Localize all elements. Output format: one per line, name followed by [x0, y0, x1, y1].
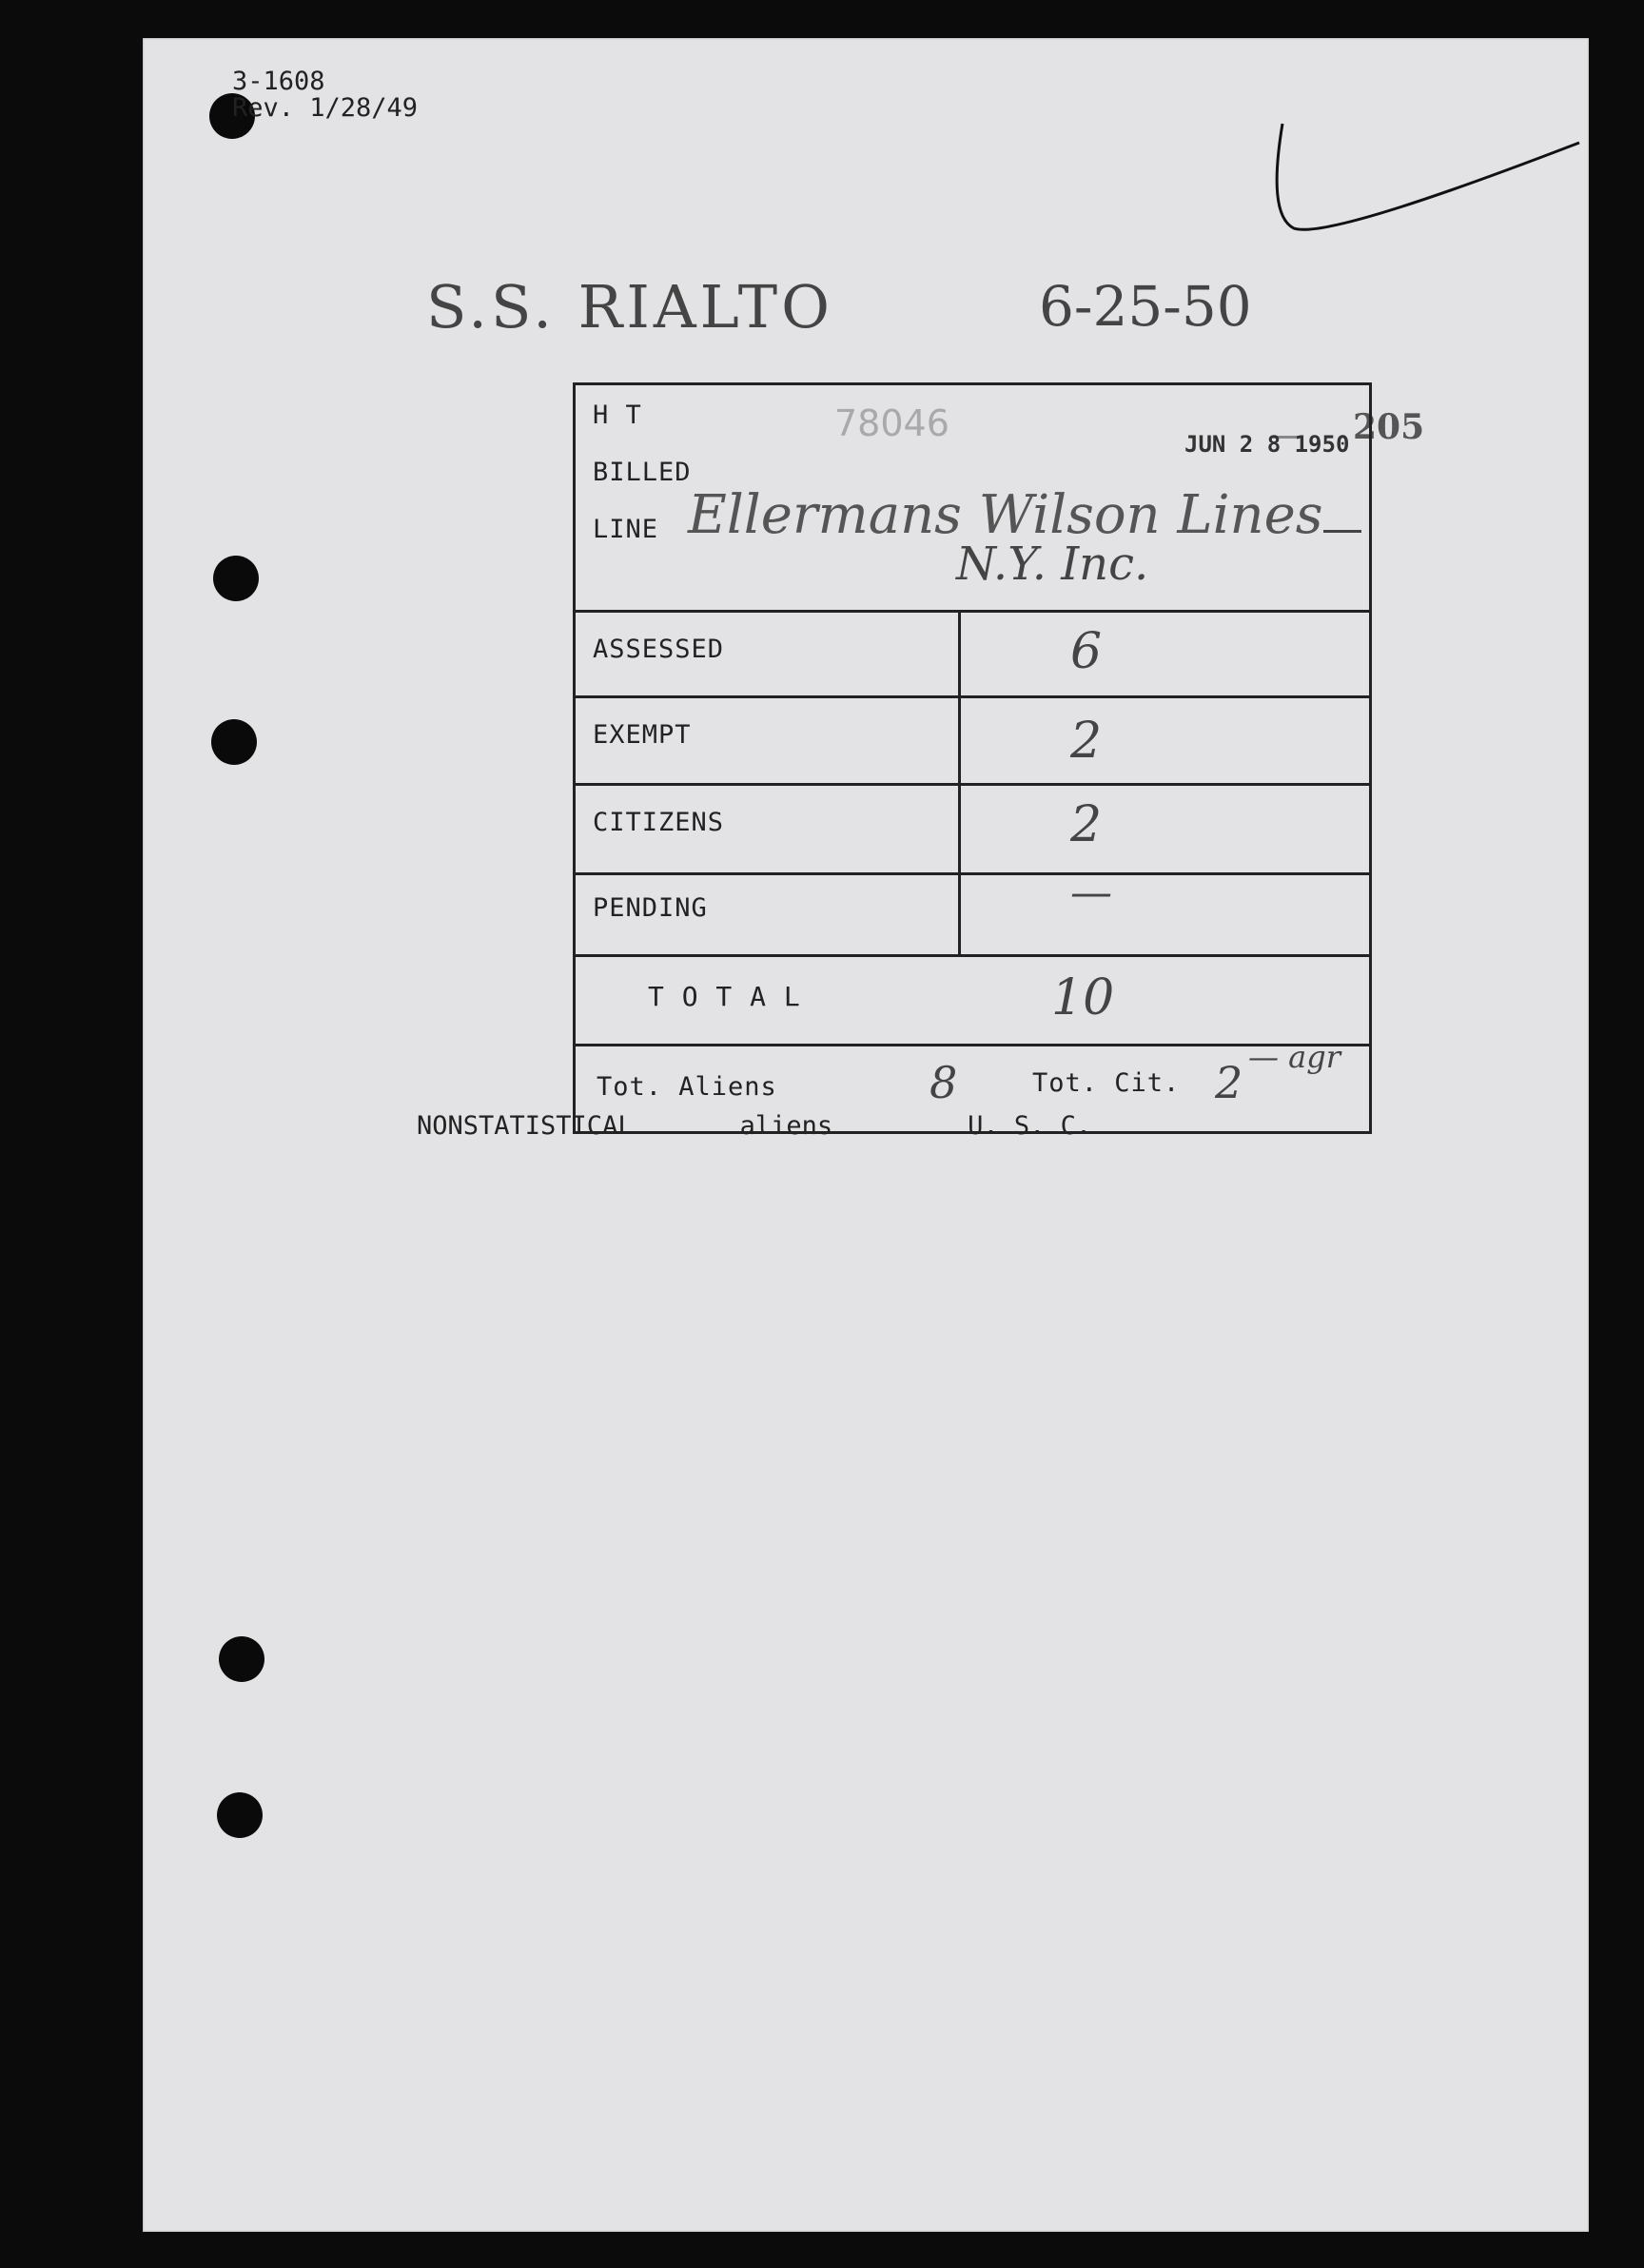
- line-name: Ellermans Wilson Lines: [688, 484, 1323, 546]
- exempt-value: 2: [1070, 713, 1103, 770]
- citizens-total-label: Tot. Cit.: [1032, 1068, 1181, 1098]
- margin-note: — agr: [1248, 1039, 1341, 1075]
- nonstatistical-line: [417, 1111, 1091, 1141]
- line-label: LINE: [593, 515, 659, 544]
- punch-hole: [213, 556, 259, 601]
- pending-value: —: [1070, 869, 1112, 917]
- ht-number-stamp: 78046: [834, 402, 949, 444]
- citizens-label: CITIZENS: [593, 808, 725, 837]
- date-stamp: JUN 2 8 1950: [1184, 431, 1350, 458]
- line-name-2: N.Y. Inc.: [956, 538, 1149, 591]
- form-revision: Rev. 1/28/49: [232, 93, 419, 123]
- total-label: T O T A L: [648, 981, 801, 1012]
- summary-table: [573, 382, 1372, 1134]
- nonstatistical-label: NONSTATISTICAL: [417, 1111, 634, 1141]
- check-mark-icon: [1265, 76, 1589, 247]
- usc-label: U. S. C.: [968, 1111, 1092, 1141]
- nonstatistical-blank: [634, 1132, 740, 1134]
- pending-label: PENDING: [593, 893, 708, 923]
- page-number: 205: [1353, 407, 1425, 447]
- punch-hole: [219, 1636, 264, 1682]
- document-page: [143, 38, 1589, 2232]
- billed-label: BILLED: [593, 458, 692, 487]
- aliens-word: aliens: [739, 1111, 833, 1141]
- citizens-value: 2: [1070, 796, 1103, 853]
- punch-hole: [211, 719, 257, 765]
- assessed-label: ASSESSED: [593, 635, 725, 664]
- total-value: 10: [1051, 969, 1115, 1026]
- punch-hole: [217, 1792, 263, 1838]
- exempt-label: EXEMPT: [593, 720, 692, 750]
- ht-label: H T: [593, 401, 642, 430]
- line-name-underline: [1323, 530, 1361, 533]
- aliens-blank: [832, 1132, 950, 1134]
- citizens-total-value: 2: [1215, 1057, 1243, 1108]
- vessel-date: 6-25-50: [1039, 274, 1252, 339]
- aliens-total-value: 8: [930, 1057, 958, 1108]
- form-number: 3-1608: [232, 67, 325, 96]
- vessel-name: S.S. RIALTO: [426, 272, 833, 342]
- assessed-value: 6: [1070, 623, 1103, 680]
- aliens-total-label: Tot. Aliens: [597, 1072, 777, 1102]
